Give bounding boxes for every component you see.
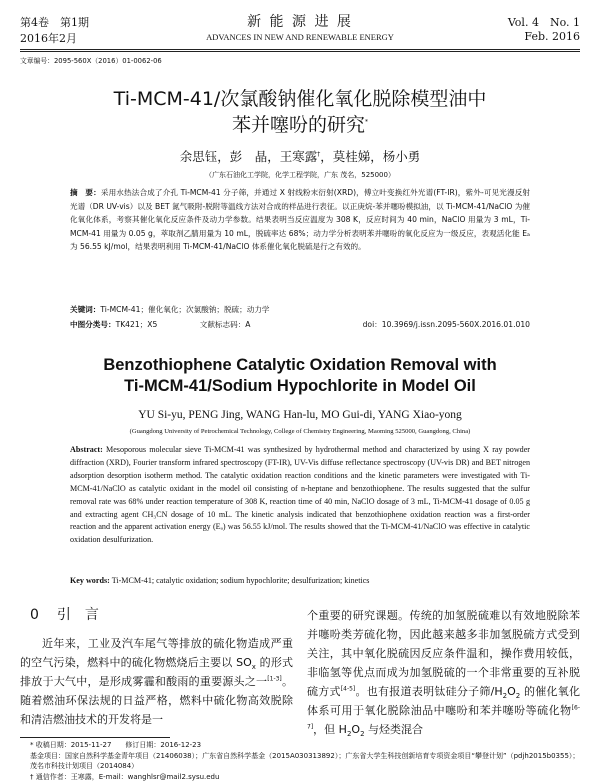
body-left-sub-x: x <box>251 663 256 672</box>
footnote-received: * 收稿日期：2015-11-27 修订日期：2016-12-23 <box>30 741 202 749</box>
title-cn-line1: Ti-MCM-41/次氯酸钠催化氧化脱除模型油中 <box>113 88 487 110</box>
sub-h2: 2 <box>502 692 508 701</box>
doi: doi：10.3969/j.issn.2095-560X.2016.01.010 <box>362 320 530 329</box>
section-number: 0 <box>30 607 39 623</box>
body-left-p1b: 的形式排放于大气中，是形成雾霾和酸雨的重要源头之一 <box>20 656 293 688</box>
authors-cn-names2: ，莫桂娣，杨小勇 <box>320 149 421 164</box>
footnote-rule <box>20 737 170 738</box>
paper-title-en <box>0 355 600 397</box>
keywords-en-label: Key words: <box>70 576 110 585</box>
abstract-en <box>70 444 530 547</box>
abstract-cn-text: 采用水热法合成了介孔 Ti-MCM-41 分子筛，并通过 X 射线粉末衍射(XRD)，傅立叶变换红外光谱(FT-IR)，紫外-可见光漫反射光谱（DR UV-vis）以及 BET 氮气吸附-脱附等温线方法对合成的样品进行表征。以正庚烷-苯并噻吩模拟油，以 Ti-MCM-41/NaClO 为催化氧化体系，考察其催化氧化反应条件及动力学参数。结果表明当反应温度为 308 K，反应时间为 40 min，NaClO 用量为 3 mL，Ti-MCM-41 用量为 0.05 g，萃取剂乙腈用量为 10 mL，脱硫率达 68%；动力学分析表明苯并噻吩的氧化反应为一级反应，表观活化能 Eₐ 为 56.55 kJ/mol，结果表明利用 Ti-MCM-41/NaClO 体系催化氧化脱硫是行之有效的。 <box>70 188 531 252</box>
section-heading <box>30 604 99 624</box>
body-right-p1g: 与烃类混合 <box>364 723 424 736</box>
body-left-p1: 近年来，工业及汽车尾气等排放的硫化物造成严重的空气污染，燃料中的硫化物燃烧后主要以 SO <box>20 637 293 669</box>
affiliation-en: (Guangdong University of Petrochemical Technology, College of Chemistry Engineering, Maoming 525000, Guangdong, China) <box>129 428 471 435</box>
citation-6-7: [6-7] <box>307 704 580 731</box>
header-rule-bottom <box>20 51 580 52</box>
title-footnote-mark: * <box>365 118 368 126</box>
body-left-column <box>20 634 293 729</box>
clc-value: TK421；X5 <box>115 320 158 329</box>
authors-cn-names: 余思钰，彭 晶，王寒露 <box>179 149 318 164</box>
keywords-en <box>70 576 530 585</box>
keywords-cn-label: 关键词： <box>70 305 101 314</box>
journal-name-en: ADVANCES IN NEW AND RENEWABLE ENERGY <box>206 32 394 42</box>
title-en-line1: Benzothiophene Catalytic Oxidation Removal with <box>103 356 497 374</box>
doc-code-label: 文献标志码： <box>199 320 246 329</box>
paper-title-cn <box>0 86 600 138</box>
title-cn-line2-text: 苯并噻吩的研究 <box>231 114 365 136</box>
body-right-p1: 个重要的研究课题。传统的加氢脱硫难以有效地脱除苯并噻吩类芳硫化物，因此越来越多非加氢脱硫方式受到关注，其中氧化脱硫因反应条件温和，操作费用较低，非临氢等优点而成为加氢脱硫的一个非常重要的互补脱硫方式 <box>307 609 580 698</box>
footnote-corresponding: † 通信作者：王寒露，E-mail：wanghlsr@mail2.sysu.edu <box>30 772 220 781</box>
volume-issue-en: Vol. 4 No. 1 <box>507 16 580 29</box>
title-cn-line2 <box>0 112 600 138</box>
abstract-cn <box>70 186 530 254</box>
citation-1-3: [1-3] <box>267 675 282 683</box>
volume-issue-cn: 第4卷 第1期 <box>20 16 89 29</box>
keywords-en-text: Ti-MCM-41; catalytic oxidation; sodium hypochlorite; desulfurization; kinetics <box>111 576 370 585</box>
header-rule-top <box>20 49 580 50</box>
date-cn: 2016年2月 <box>20 32 77 45</box>
body-right-p1b: 。也有报道表明钛硅分子筛/H <box>355 685 503 698</box>
corresponding-mark: † <box>317 150 321 158</box>
title-en-line2: Ti-MCM-41/Sodium Hypochlorite in Model Oil <box>124 377 476 395</box>
abstract-cn-label: 摘 要： <box>70 188 101 197</box>
affiliation-cn: （广东石油化工学院，化学工程学院，广东 茂名，525000） <box>205 171 395 179</box>
citation-4-5: [4-5] <box>340 685 356 693</box>
section-title: 引 言 <box>56 607 99 623</box>
body-right-p1f: O <box>351 723 361 736</box>
footnotes <box>30 740 580 782</box>
clc-label: 中图分类号： <box>70 320 116 329</box>
article-number: 文章编号：2095-560X（2016）01-0062-06 <box>20 57 162 65</box>
body-right-p1d: 的催化氧化体系可用于氧化脱除油品中噻吩和苯并噻吩等硫化物 <box>307 685 581 717</box>
keywords-cn-text: Ti-MCM-41；催化氧化；次氯酸钠；脱硫；动力学 <box>100 305 270 314</box>
classification-row <box>70 319 530 330</box>
abstract-en-label: Abstract: <box>70 445 103 454</box>
body-right-p1e: ，但 H <box>313 723 347 736</box>
sub-o2: 2 <box>515 692 521 701</box>
body-left-p1c: 。随着燃油环保法规的日益严格，燃料中硫化物高效脱除和清洁燃油技术的开发将是一 <box>20 675 294 726</box>
sub-h2-b: 2 <box>346 730 352 739</box>
authors-cn <box>0 147 600 165</box>
abstract-en-text: Mesoporous molecular sieve Ti-MCM-41 was synthesized by hydrothermal method and characterized by using X ray powder diffraction (XRD), Fourier transform infrared spectroscopy (FT-IR), UV-Vis diffuse reflectance spectroscopy (UV-vis DR) and BET nitrogen adsorption desorption isotherm method. The catalytic oxidation reaction conditions and the kinetic parameters were investigated with Ti-MCM-41/NaClO as catalytic oxidant in the model oil consisting of n-heptane and benzothiophene. The results suggested that the sulfur removal rate was 68% under reaction temperature of 308 K, reaction time of 40 min, NaClO dosage of 3 mL, Ti-MCM-41 dosage of 0.05 g and extracting agent CH₃CN dosage of 10 mL. The kinetic analysis indicated that benzothiophene oxidation reaction was a first-order reaction and the apparent activation energy (Eₐ) was 56.55 kJ/mol. The results showed that the Ti-MCM-41/NaClO was effective in catalytic oxidation desulfurization. <box>70 445 530 545</box>
body-right-column <box>307 606 580 739</box>
footnote-fund: 基金项目：国家自然科学基金青年项目（21406038）；广东省自然科学基金（2015A030313892）；广东省大学生科技创新培育专项资金项目“攀登计划”（pdjh2015b0355）；茂名市科技计划项目（2014084） <box>30 751 580 770</box>
keywords-cn <box>70 304 530 315</box>
date-en: Feb. 2016 <box>524 30 580 43</box>
authors-en: YU Si-yu, PENG Jing, WANG Han-lu, MO Gui-di, YANG Xiao-yong <box>138 409 462 421</box>
journal-name-cn: 新 能 源 进 展 <box>247 14 353 30</box>
sub-o2-b: 2 <box>360 730 365 739</box>
doc-code-value: A <box>245 320 251 329</box>
body-right-p1c: O <box>507 685 516 698</box>
